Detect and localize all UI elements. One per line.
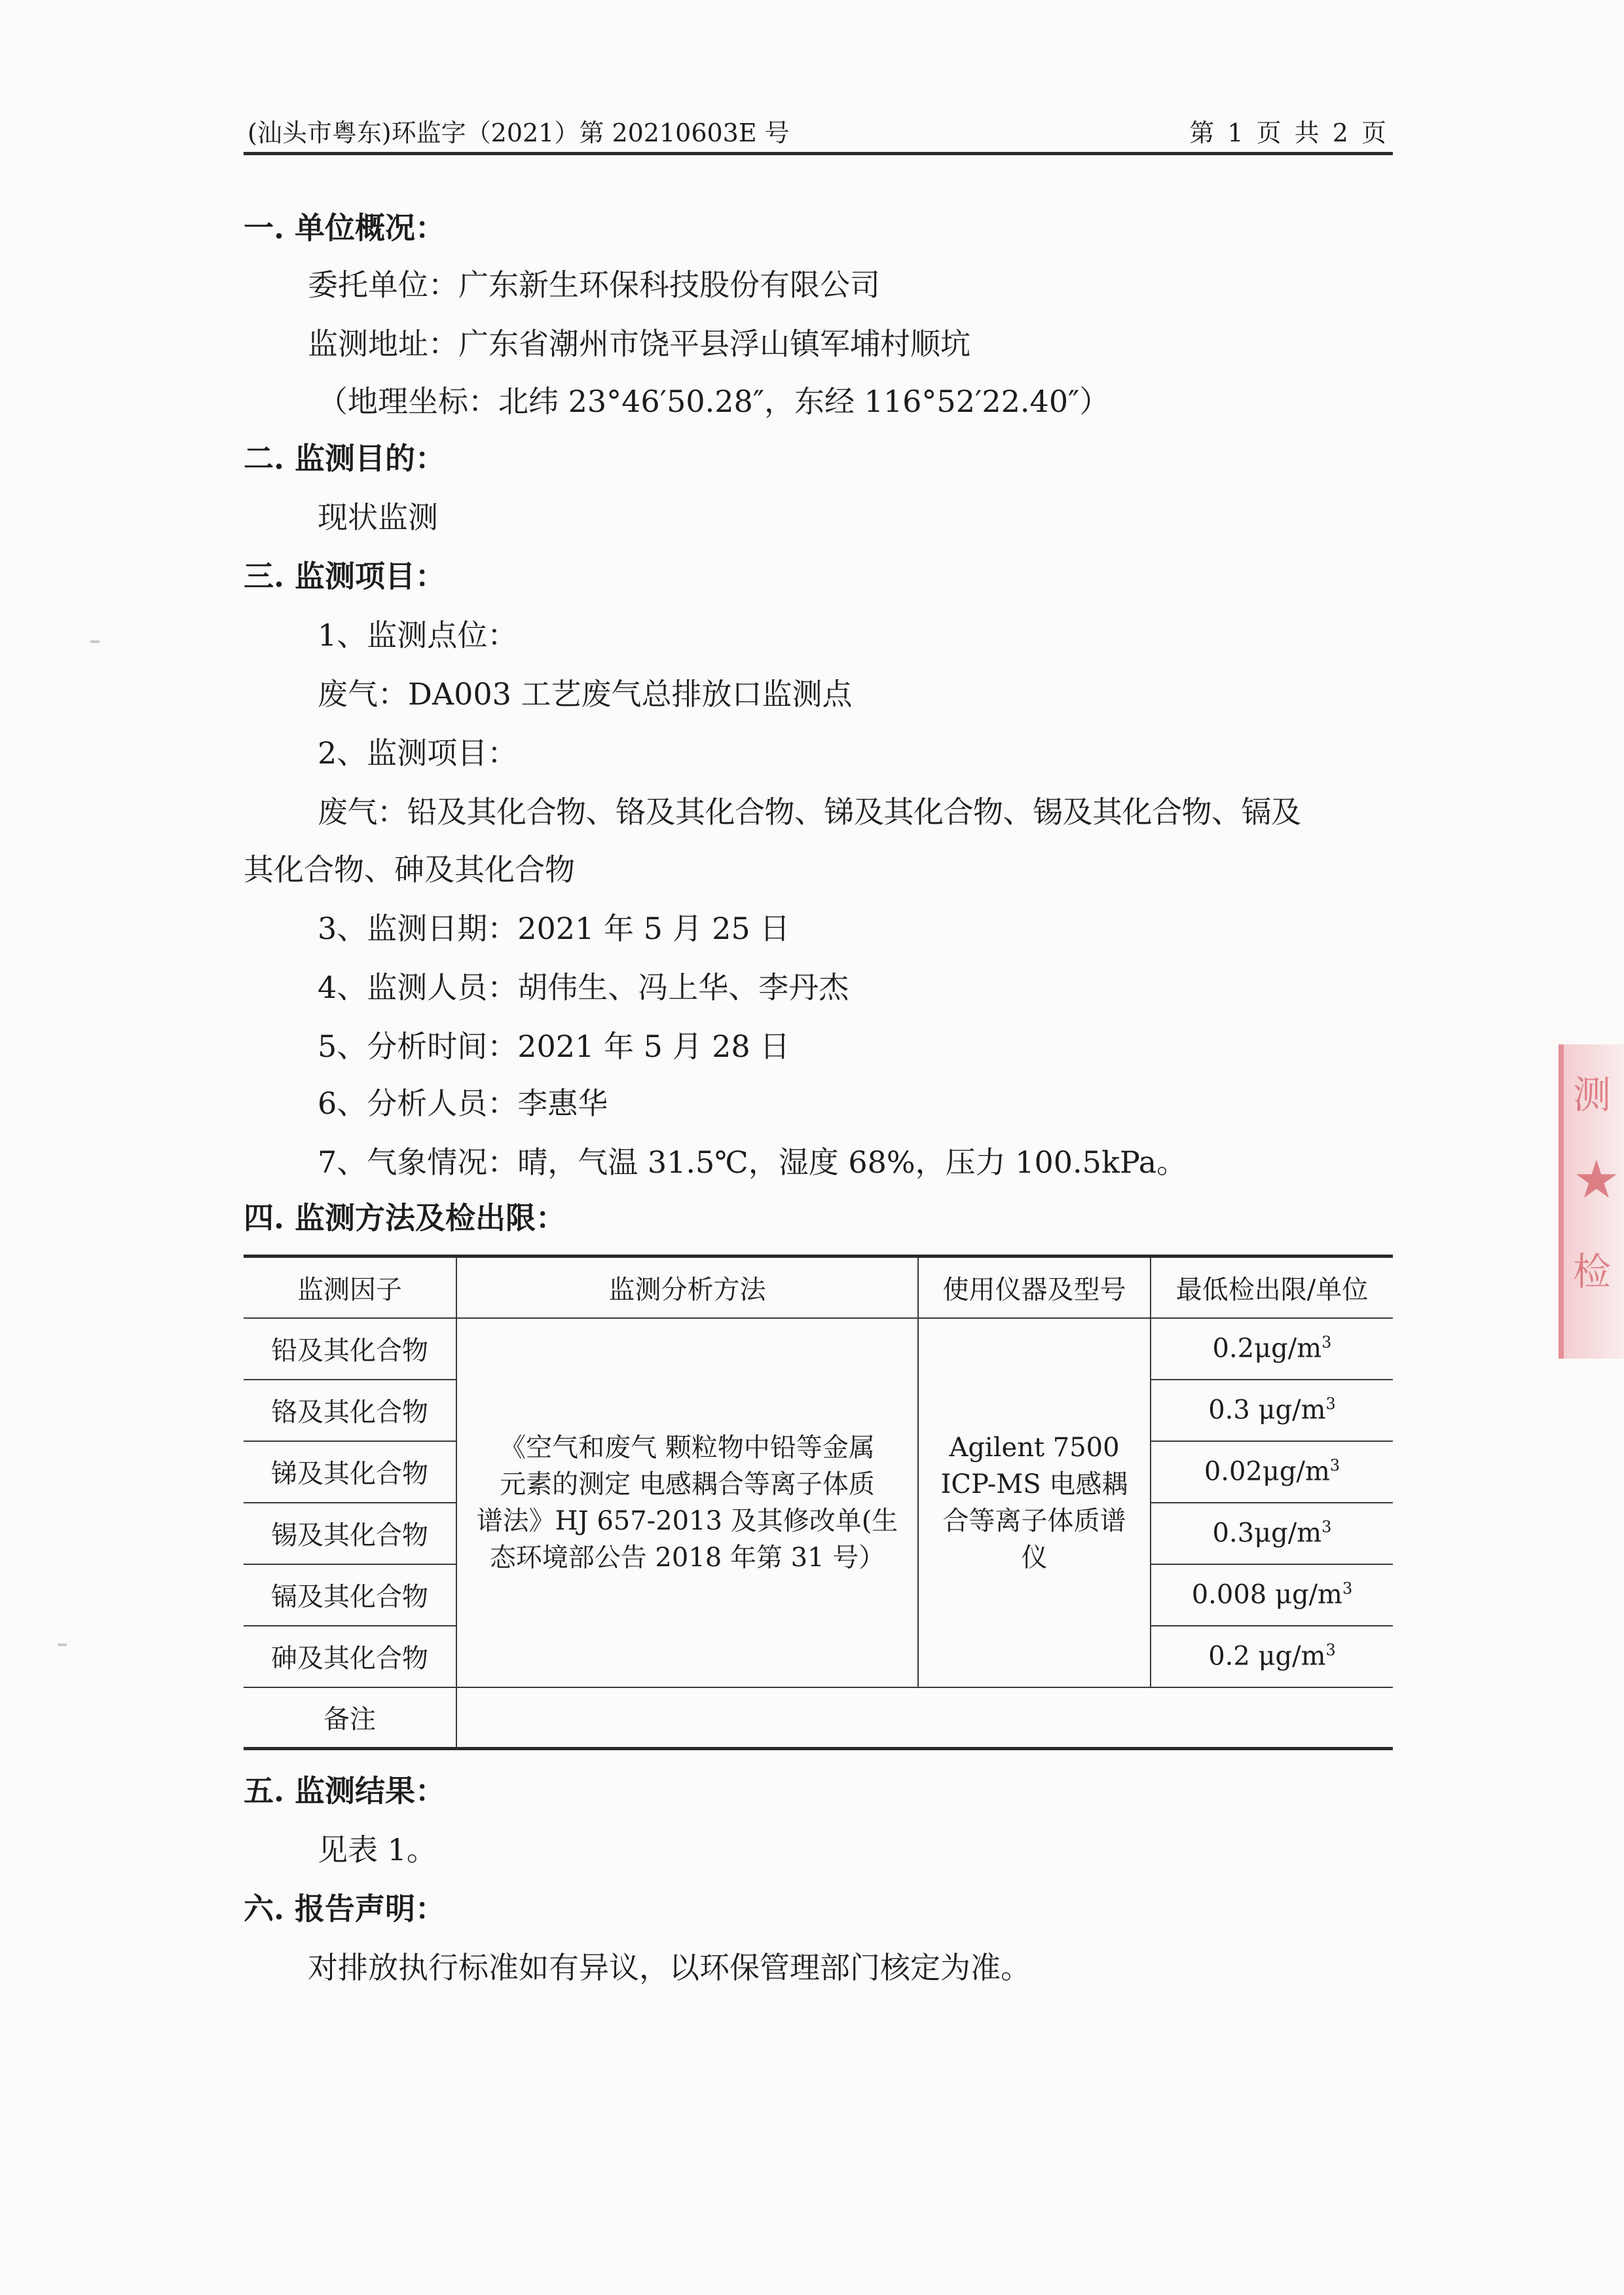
item-5: 5、分析时间：2021 年 5 月 28 日 [318,1029,790,1064]
factor-cell: 锡及其化合物 [244,1503,456,1564]
scan-speck [58,1643,67,1646]
header-method: 监测分析方法 [456,1257,918,1318]
factor-cell: 镉及其化合物 [244,1564,456,1626]
header-instrument: 使用仪器及型号 [918,1257,1151,1318]
remark-row [244,1687,1393,1749]
section-title-6: 六. 报告声明： [244,1891,446,1926]
section-title-1: 一. 单位概况： [244,210,446,246]
item-7: 7、气象情况：晴，气温 31.5℃，湿度 68%，压力 100.5kPa。 [318,1145,1187,1180]
red-seal-stamp: 测 ★ 检 [1559,1044,1624,1359]
scan-speck [90,640,100,643]
method-table [244,1255,1393,1750]
item-3: 3、监测日期：2021 年 5 月 25 日 [318,911,790,946]
item-6: 6、分析人员：李惠华 [318,1086,608,1121]
limit-cell: 0.3 $\mu g/m^3$ [1151,1380,1393,1441]
purpose-line: 现状监测 [318,500,438,535]
remark-label: 备注 [244,1687,456,1749]
section-title-5: 五. 监测结果： [244,1773,446,1808]
instrument-cell: Agilent 7500 ICP-MS 电感耦 合等离子体质谱 仪 [918,1318,1151,1687]
remark-value [456,1687,1393,1749]
table-header-row [244,1257,1393,1318]
factor-cell: 锑及其化合物 [244,1441,456,1503]
item-2-value-b: 其化合物、砷及其化合物 [244,852,575,887]
method-cell: 《空气和废气 颗粒物中铅等金属 元素的测定 电感耦合等离子体质 谱法》HJ 657-2013 及其修改单(生 态环境部公告 2018 年第 31 号） [456,1318,918,1687]
limit-cell: 0.2 $\mu g/m^3$ [1151,1626,1393,1687]
factor-cell: 铬及其化合物 [244,1380,456,1441]
item-1-label: 1、监测点位： [318,617,518,653]
limit-cell: $0.2\mu g/m^3$ [1151,1318,1393,1380]
factor-cell: 砷及其化合物 [244,1626,456,1687]
page-header [244,106,1393,155]
statement-line: 对排放执行标准如有异议，以环保管理部门核定为准。 [308,1950,1031,1985]
item-4: 4、监测人员：胡伟生、冯上华、李丹杰 [318,970,849,1005]
section-title-3: 三. 监测项目： [244,559,446,594]
item-2-value-a: 废气：铅及其化合物、铬及其化合物、锑及其化合物、锡及其化合物、镉及 [318,794,1301,830]
table-row [244,1318,1393,1380]
section-title-2: 二. 监测目的： [244,441,446,476]
item-2-label: 2、监测项目： [318,735,518,771]
page-number: 第 1 页 共 2 页 [1189,119,1389,147]
header-limit: 最低检出限/单位 [1151,1257,1393,1318]
report-reference: (汕头市粤东)环监字（2021）第 20210603E 号 [248,119,790,147]
limit-cell: $0.02\mu g/m^3$ [1151,1441,1393,1503]
limit-cell: 0.008 $\mu g/m^3$ [1151,1564,1393,1626]
address-line: 监测地址：广东省潮州市饶平县浮山镇军埔村顺坑 [308,326,970,361]
coordinates-line: （地理坐标：北纬 23°46′50.28″，东经 116°52′22.40″） [318,384,1110,419]
results-line: 见表 1。 [318,1832,437,1867]
item-1-value: 废气：DA003 工艺废气总排放口监测点 [318,676,853,712]
factor-cell: 铅及其化合物 [244,1318,456,1380]
section-title-4: 四. 监测方法及检出限： [244,1200,566,1236]
header-factor: 监测因子 [244,1257,456,1318]
limit-cell: $0.3\mu g/m^3$ [1151,1503,1393,1564]
client-line: 委托单位：广东新生环保科技股份有限公司 [308,267,880,303]
